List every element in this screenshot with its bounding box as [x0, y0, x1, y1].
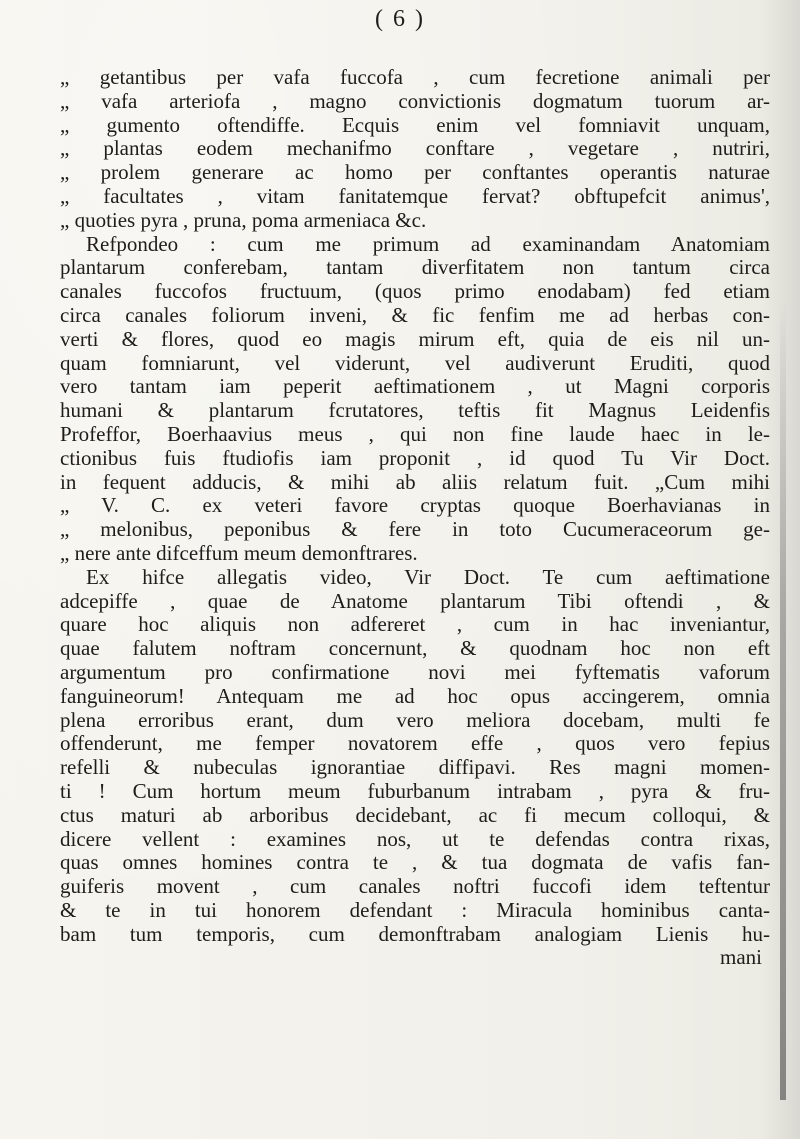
text-line: dicere vellent : examines nos, ut te defendas contra rixas,: [60, 827, 770, 851]
text-line: adcepiffe , quae de Anatome plantarum Tibi oftendi , &: [60, 589, 770, 613]
text-line: quas omnes homines contra te , & tua dogmata de vafis fan-: [60, 851, 770, 875]
text-line: quare hoc aliquis non adfereret , cum in hac inveniantur,: [60, 613, 770, 637]
catchword: mani: [720, 946, 762, 970]
text-line: quae falutem noftram concernunt, & quodnam hoc non eft: [60, 637, 770, 661]
text-line: „ melonibus, peponibus & fere in toto Cucumeraceorum ge-: [60, 518, 770, 542]
text-line: „ plantas eodem mechanifmo conftare , vegetare , nutriri,: [60, 137, 770, 161]
text-line: ctionibus fuis ftudiofis iam proponit , id quod Tu Vir Doct.: [60, 446, 770, 470]
page-number: ( 6 ): [375, 6, 425, 32]
text-line: offenderunt, me femper novatorem effe , quos vero fepius: [60, 732, 770, 756]
text-line: „ facultates , vitam fanitatemque fervat? obftupefcit animus',: [60, 184, 770, 208]
text-line: „ quoties pyra , pruna, poma armeniaca &c.: [60, 208, 427, 232]
text-line: refelli & nubeculas ignorantiae diffipavi. Res magni momen-: [60, 756, 770, 780]
text-line: Refpondeo : cum me primum ad examinandam Anatomiam: [86, 232, 770, 256]
text-line: ctus maturi ab arboribus decidebant, ac fi mecum colloqui, &: [60, 803, 770, 827]
text-line: „ vafa arteriofa , magno convictionis dogmatum tuorum ar-: [60, 89, 770, 113]
text-line: plena erroribus erant, dum vero meliora docebam, multi fe: [60, 708, 770, 732]
text-line: bam tum temporis, cum demonftrabam analogiam Lienis hu-: [60, 922, 770, 946]
text-line: quam fomniarunt, vel viderunt, vel audiverunt Eruditi, quod: [60, 351, 770, 375]
text-line: guiferis movent , cum canales noftri fuccofi idem teftentur: [60, 875, 770, 899]
text-line: vero tantam iam peperit aeftimationem , ut Magni corporis: [60, 375, 770, 399]
text-line: humani & plantarum fcrutatores, teftis fit Magnus Leidenfis: [60, 399, 770, 423]
text-line: „ prolem generare ac homo per conftantes operantis naturae: [60, 161, 770, 185]
text-line: & te in tui honorem defendant : Miracula hominibus canta-: [60, 898, 770, 922]
text-line: ti ! Cum hortum meum fuburbanum intrabam , pyra & fru-: [60, 779, 770, 803]
text-line: plantarum conferebam, tantam diverfitatem non tantum circa: [60, 256, 770, 280]
text-line: Ex hifce allegatis video, Vir Doct. Te cum aeftimatione: [86, 565, 770, 589]
text-line: fanguineorum! Antequam me ad hoc opus accingerem, omnia: [60, 684, 770, 708]
text-line: Profeffor, Boerhaavius meus , qui non fine laude haec in le-: [60, 422, 770, 446]
text-line: in fequent adducis, & mihi ab aliis relatum fuit. „Cum mihi: [60, 470, 770, 494]
page-edge-shadow: [780, 300, 786, 1100]
text-line: „ getantibus per vafa fuccofa , cum fecretione animali per: [60, 66, 770, 89]
text-line: „ gumento oftendiffe. Ecquis enim vel fomniavit unquam,: [60, 113, 770, 137]
text-line: „ V. C. ex veteri favore cryptas quoque Boerhavianas in: [60, 494, 770, 518]
text-line: „ nere ante difceffum meum demonftrares.: [60, 541, 418, 565]
text-line: verti & flores, quod eo magis mirum eft, quia de eis nil un-: [60, 327, 770, 351]
text-line: canales fuccofos fructuum, (quos primo enodabam) fed etiam: [60, 280, 770, 304]
text-line: argumentum pro confirmatione novi mei fyftematis vaforum: [60, 660, 770, 684]
text-line: circa canales foliorum inveni, & fic fenfim me ad herbas con-: [60, 303, 770, 327]
body-text: [60, 66, 770, 970]
